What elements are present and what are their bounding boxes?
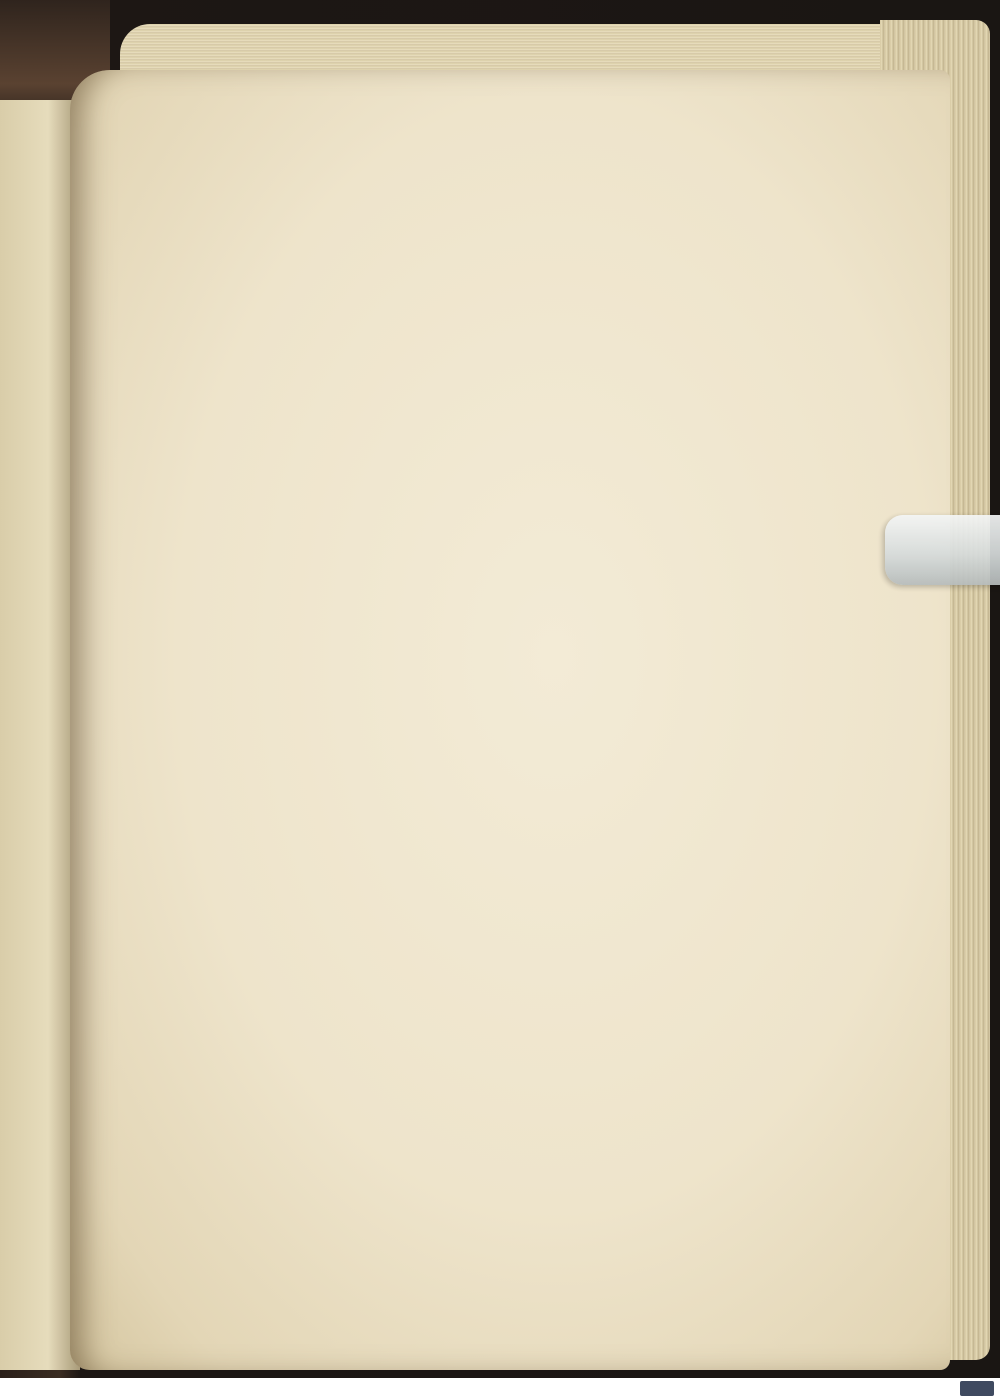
left-page-fragment: [0, 100, 80, 1370]
dfg-logo: [960, 1381, 994, 1396]
footer-bar: [0, 1378, 1000, 1399]
bookmark-clip: [885, 515, 1000, 585]
text-block: [150, 226, 770, 1186]
page-header: [185, 160, 725, 220]
